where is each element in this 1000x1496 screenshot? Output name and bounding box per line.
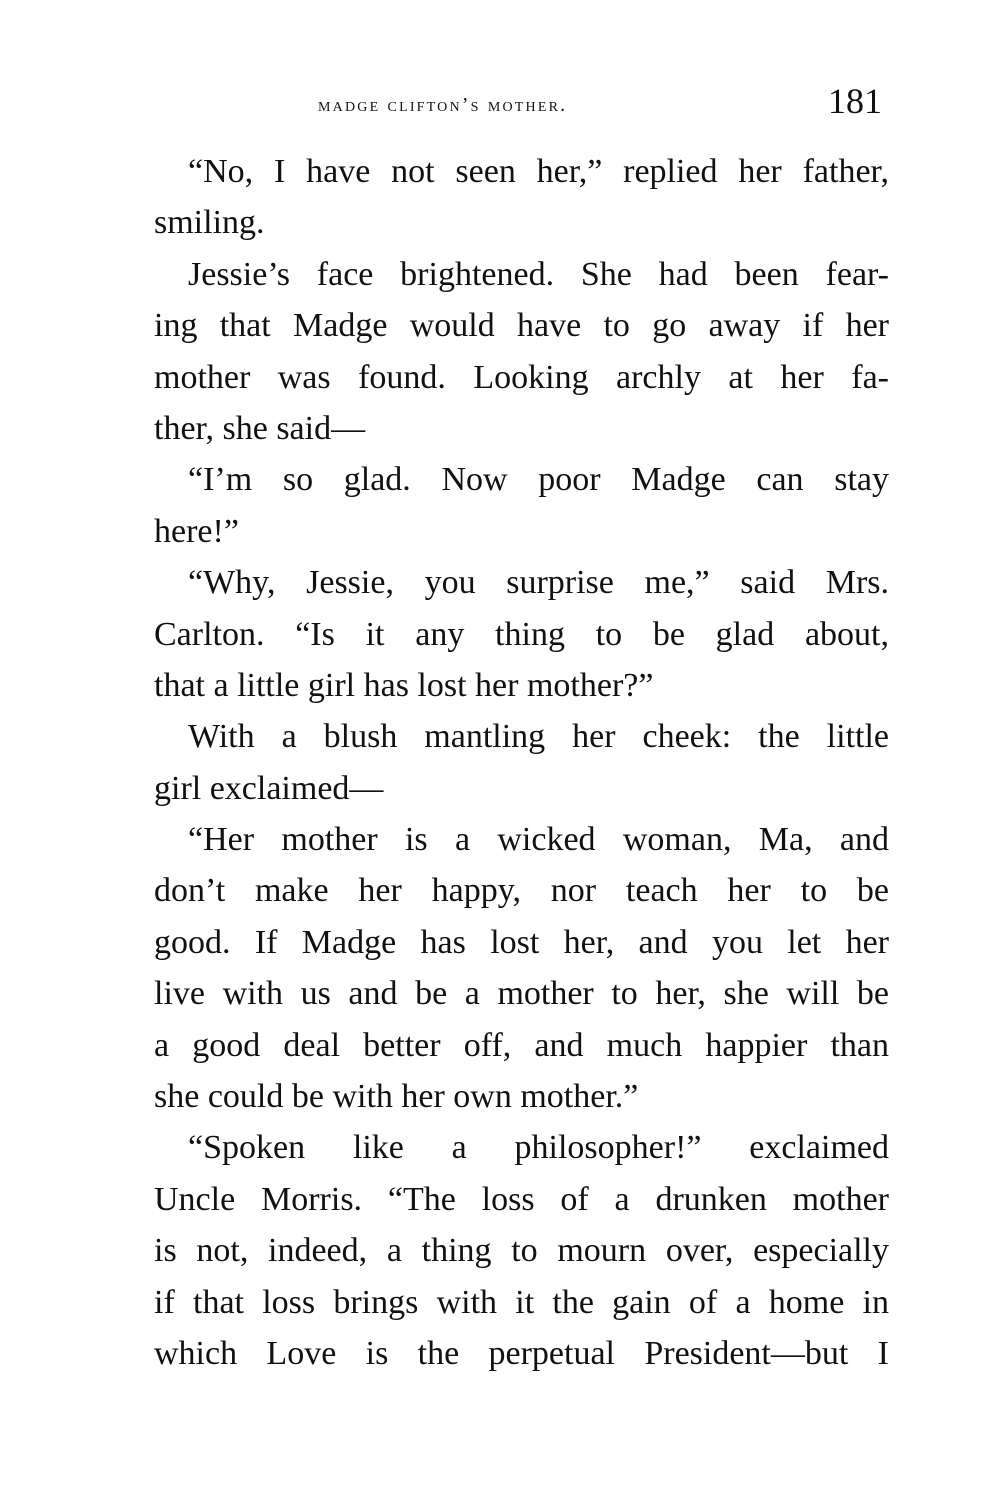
text-line: Jessie’s face brightened. She had been fear- [188,255,889,293]
text-line: ther, she said— [154,409,366,447]
text-line: she could be with her own mother.” [154,1078,639,1116]
text-line: here!” [154,512,239,550]
text-line: “Her mother is a wicked woman, Ma, and [188,821,889,859]
text-line: ing that Madge would have to go away if her [154,307,889,345]
text-line: live with us and be a mother to her, she will be [154,975,889,1013]
text-line: “Why, Jessie, you surprise me,” said Mrs. [188,564,889,602]
text-line: a good deal better off, and much happier than [154,1026,889,1064]
text-line: “Spoken like a philosopher!” exclaimed [188,1129,889,1167]
text-line: Uncle Morris. “The loss of a drunken mother [154,1180,889,1218]
text-line: that a little girl has lost her mother?” [154,666,654,704]
text-line: is not, indeed, a thing to mourn over, especially [154,1232,889,1270]
text-line: smiling. [154,204,265,242]
body-text [154,146,889,1379]
text-line: girl exclaimed— [154,769,384,807]
text-line: good. If Madge has lost her, and you let her [154,923,889,961]
running-title: madge clifton’s mother. [318,94,568,116]
text-line: don’t make her happy, nor teach her to be [154,872,889,910]
text-line: Carlton. “Is it any thing to be glad about, [154,615,889,653]
text-line: which Love is the perpetual President—but I [154,1334,889,1372]
text-line: mother was found. Looking archly at her fa- [154,358,889,396]
running-head [155,80,888,124]
text-line: With a blush mantling her cheek: the little [188,718,889,756]
page-number: 181 [828,81,882,121]
text-line: if that loss brings with it the gain of a home in [154,1283,889,1321]
text-line: “I’m so glad. Now poor Madge can stay [188,461,889,499]
text-line: “No, I have not seen her,” replied her father, [188,153,889,190]
